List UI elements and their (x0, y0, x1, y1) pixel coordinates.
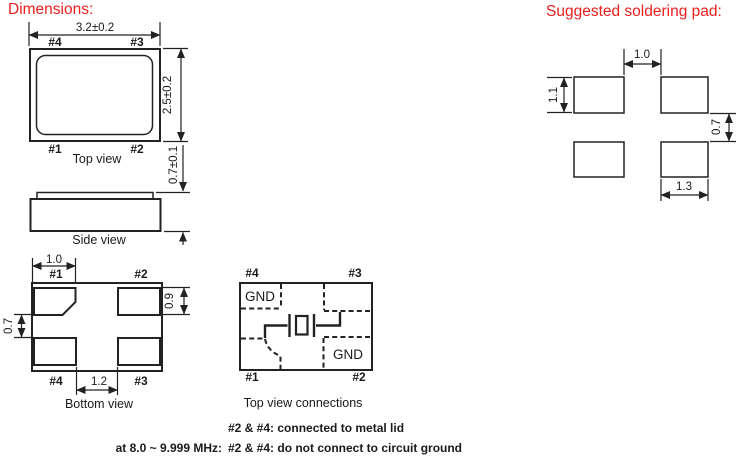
pin-label-2: #2 (130, 142, 144, 156)
note-line-2-prefix: at 8.0 ~ 9.999 MHz: (115, 441, 222, 455)
top-view-connections (240, 266, 372, 410)
gnd-label-pin4: GND (245, 289, 275, 304)
pin-label-4: #4 (245, 266, 259, 280)
crystal-symbol (296, 316, 308, 335)
dim-pad-width-label: 1.3 (676, 181, 692, 193)
pin-label-4: #4 (48, 35, 62, 49)
top-view-caption: Top view (72, 152, 122, 166)
solder-pad-top-right (661, 77, 708, 113)
side-view-body (31, 199, 161, 231)
dim-height-label: 2.5±0.2 (162, 75, 174, 115)
solder-pad-bottom-right (661, 142, 708, 177)
solder-pad-top-left (574, 77, 624, 113)
pin-label-2: #2 (134, 267, 148, 281)
note-line-1: #2 & #4: connected to metal lid (228, 421, 405, 435)
top-view (29, 22, 188, 166)
note-line-2: #2 & #4: do not connect to circuit ground (228, 441, 463, 455)
pin-label-1: #1 (48, 142, 62, 156)
suggested-soldering-pad (547, 49, 736, 201)
solder-pad-bottom-left (574, 142, 624, 177)
pin-label-1: #1 (49, 267, 63, 281)
bottom-view (3, 254, 190, 411)
pin-label-2: #2 (352, 370, 366, 384)
pin-label-3: #3 (134, 374, 148, 388)
soldering-pad-title: Suggested soldering pad: (546, 3, 722, 20)
dim-pad-gap-horizontal-label: 1.0 (634, 49, 650, 61)
pin-label-1: #1 (245, 370, 259, 384)
pin-label-3: #3 (130, 35, 144, 49)
bottom-view-caption: Bottom view (64, 397, 134, 411)
dim-width-label: 3.2±0.2 (75, 22, 115, 34)
gnd-label-pin2: GND (333, 347, 363, 362)
connections-caption: Top view connections (243, 396, 363, 410)
dim-gap-vertical-label: 0.7 (3, 318, 15, 334)
dim-pad-width-label: 1.0 (46, 254, 62, 266)
dim-pad-height-label: 0.9 (164, 293, 176, 309)
dim-pad-gap-vertical-label: 0.7 (711, 119, 723, 135)
dim-thickness-label: 0.7±0.1 (168, 145, 180, 185)
top-view-lid (37, 56, 153, 135)
pad-4 (34, 338, 76, 365)
dimensions-title: Dimensions: (8, 1, 94, 18)
notes (116, 421, 462, 455)
dim-pad-height-label: 1.1 (548, 87, 560, 103)
dim-gap-horizontal-label: 1.2 (91, 376, 107, 388)
side-view (31, 193, 161, 248)
side-view-caption: Side view (72, 233, 126, 247)
pin-label-3: #3 (348, 266, 362, 280)
pin-label-4: #4 (49, 374, 63, 388)
pad-3 (118, 338, 160, 365)
pad-2 (118, 288, 160, 315)
